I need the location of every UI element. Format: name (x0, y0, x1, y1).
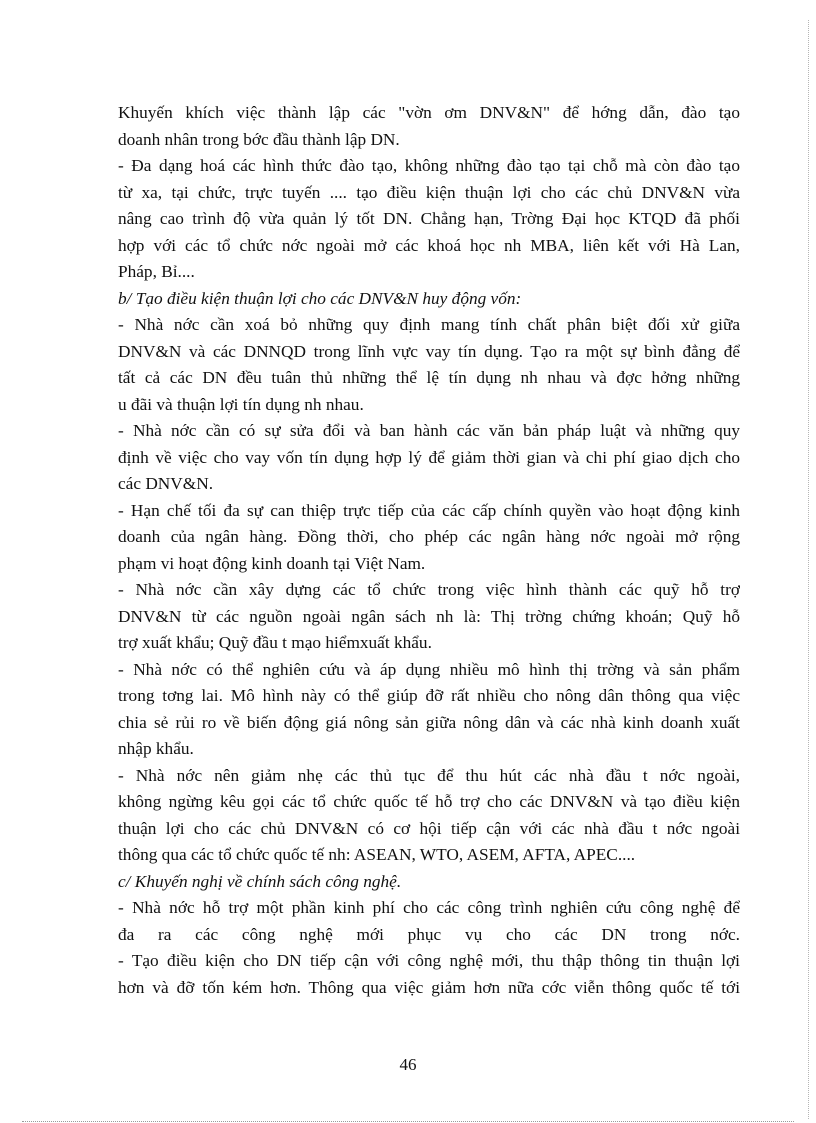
page-bottom-border (22, 1121, 794, 1122)
text-line: - Nhà nớc cần xoá bỏ những quy định mang tính chất phân biệt đối xử giữa (118, 315, 740, 334)
text-line: - Đa dạng hoá các hình thức đào tạo, không những đào tạo tại chỗ mà còn đào tạo (118, 156, 740, 175)
text-line: các DNV&N. (118, 474, 214, 493)
text-line: không ngừng kêu gọi các tổ chức quốc tế hỗ trợ cho các DNV&N và tạo điều kiện (118, 792, 740, 811)
section-heading: c/ Khuyến nghị về chính sách công nghệ. (118, 871, 402, 891)
text-line: - Nhà nớc hỗ trợ một phần kinh phí cho các công trình nghiên cứu công nghệ để (118, 898, 740, 917)
text-line: doanh nhân trong bớc đầu thành lập DN. (118, 129, 400, 149)
text-line: doanh của ngân hàng. Đồng thời, cho phép các ngân hàng nớc ngoài mở rộng (118, 527, 740, 546)
text-line: DNV&N và các DNNQD trong lĩnh vực vay tín dụng. Tạo ra một sự bình đẳng để (118, 341, 740, 361)
text-line: DNV&N từ các nguồn ngoài ngân sách nh là: Thị trờng chứng khoán; Quỹ hỗ (118, 606, 740, 626)
text-line: chia sẻ rủi ro về biến động giá nông sản giữa nông dân và các nhà kinh doanh xuất (118, 712, 740, 732)
text-line: định về việc cho vay vốn tín dụng hợp lý để giảm thời gian và chi phí giao dịch cho (118, 447, 740, 467)
text-line: đa ra các công nghệ mới phục vụ cho các DN trong nớc. (118, 924, 740, 944)
text-line: thông qua các tổ chức quốc tế nh: ASEAN, WTO, ASEM, AFTA, APEC.... (118, 845, 636, 864)
text-line: thuận lợi cho các chủ DNV&N có cơ hội tiếp cận với các nhà đầu t nớc ngoài (118, 818, 740, 838)
text-line: - Nhà nớc cần có sự sửa đổi và ban hành các văn bản pháp luật và những quy (118, 421, 740, 440)
text-line: - Nhà nớc có thể nghiên cứu và áp dụng nhiều mô hình thị trờng và sản phẩm (118, 659, 740, 679)
text-line: phạm vi hoạt động kinh doanh tại Việt Nam. (118, 553, 426, 573)
text-line: u đãi và thuận lợi tín dụng nh nhau. (118, 394, 364, 414)
text-line: Pháp, Bỉ.... (118, 262, 195, 281)
text-line: Khuyến khích việc thành lập các "vờn ơm DNV&N" để hớng dẫn, đào tạo (118, 103, 740, 122)
text-line: nhập khẩu. (118, 739, 194, 758)
text-line: tất cả các DN đều tuân thủ những thể lệ tín dụng nh nhau và đợc hởng những (118, 368, 740, 387)
text-line: trong tơng lai. Mô hình này có thể giúp đỡ rất nhiều cho nông dân thông qua việc (118, 686, 740, 705)
page-right-border (808, 20, 809, 1119)
text-line: từ xa, tại chức, trực tuyến .... tạo điều kiện thuận lợi cho các chủ DNV&N vừa (118, 182, 740, 202)
text-line: - Hạn chế tối đa sự can thiệp trực tiếp của các cấp chính quyền vào hoạt động kinh (118, 500, 740, 520)
text-line: - Nhà nớc cần xây dựng các tổ chức trong việc hình thành các quỹ hỗ trợ (118, 580, 740, 599)
text-line: trợ xuất khẩu; Quỹ đầu t mạo hiểmxuất khẩu. (118, 633, 432, 652)
text-line: nâng cao trình độ vừa quản lý tốt DN. Chẳng hạn, Trờng Đại học KTQD đã phối (118, 209, 740, 228)
body-text (118, 100, 740, 1001)
section-heading: b/ Tạo điều kiện thuận lợi cho các DNV&N huy động vốn: (118, 288, 522, 308)
text-line: - Tạo điều kiện cho DN tiếp cận với công nghệ mới, thu thập thông tin thuận lợi (118, 951, 740, 970)
text-line: - Nhà nớc nên giảm nhẹ các thủ tục để thu hút các nhà đầu t nớc ngoài, (118, 765, 740, 785)
page-number: 46 (399, 1055, 417, 1074)
text-line: hơn và đỡ tốn kém hơn. Thông qua việc giảm hơn nữa cớc viễn thông quốc tế tới (118, 977, 740, 997)
text-line: hợp với các tổ chức nớc ngoài mở các khoá học nh MBA, liên kết với Hà Lan, (118, 235, 740, 255)
